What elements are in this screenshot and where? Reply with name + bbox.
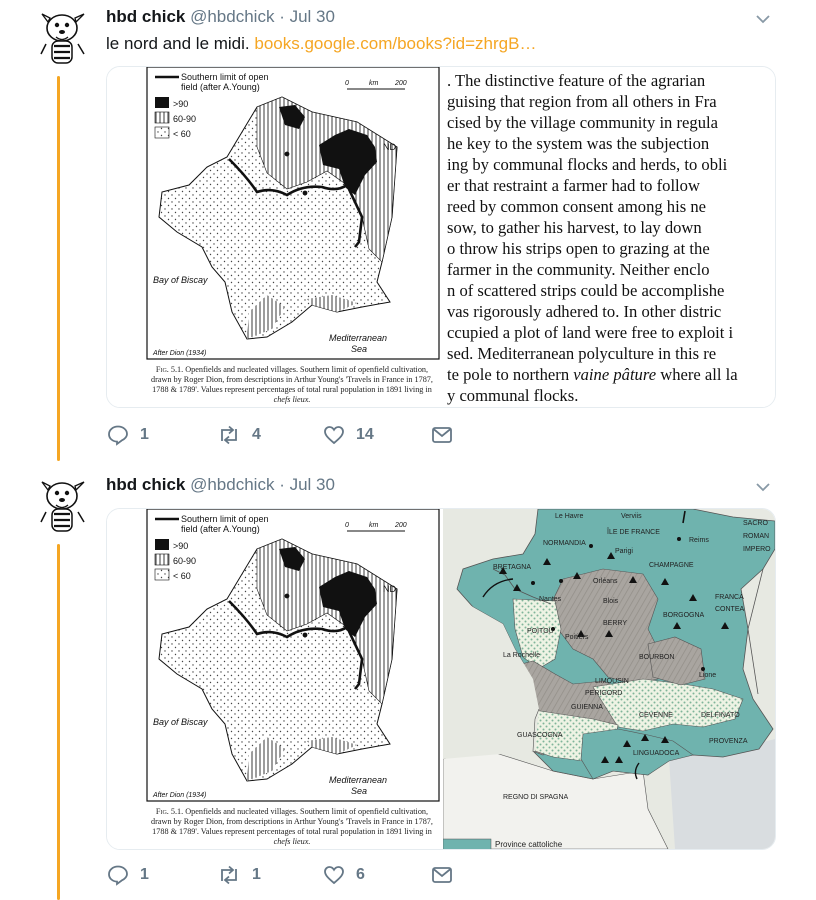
sea-label-2: Sea xyxy=(351,786,368,796)
tweet-header xyxy=(106,7,335,27)
book-line: vas rigorously adhered to. In other distric xyxy=(447,302,722,321)
like-button[interactable] xyxy=(322,863,365,887)
book-line: n of scattered strips could be accomplishe xyxy=(447,281,725,300)
map-label-ile-de-france: ÎLE DE FRANCE xyxy=(607,529,660,536)
envelope-icon xyxy=(430,423,454,447)
reply-count: 1 xyxy=(140,866,149,883)
legend-low: < 60 xyxy=(173,571,191,581)
map-label-verviis: Verviis xyxy=(621,513,642,520)
openfield-map xyxy=(107,509,443,849)
reply-button[interactable] xyxy=(106,423,149,447)
book-line: er that restraint a farmer had to follow xyxy=(447,176,700,195)
reply-icon xyxy=(106,863,130,887)
figure-caption-body: Openfields and nucleated villages. Southern limit of openfield cultivation, drawn by Roger Dion, from descriptions in Arthur Young's 'Travels in France in 1787, 1788 & 1789'. Values represent percentages of total rural population in 1891 living in xyxy=(151,807,433,836)
map-label-lione: Lione xyxy=(699,672,717,679)
map-label-linguadoca: LINGUADOCA xyxy=(633,750,680,757)
reply-button[interactable] xyxy=(106,863,149,887)
after-dion-label: After Dion (1934) xyxy=(153,350,207,357)
scale-km: km xyxy=(369,522,379,529)
tweet-actions xyxy=(106,423,466,447)
scale-0: 0 xyxy=(345,522,349,529)
legend-line-label: Southern limit of open xyxy=(181,514,269,524)
map-label-le-havre: Le Havre xyxy=(555,513,584,520)
author-handle[interactable]: @hbdchick xyxy=(190,7,275,26)
scale-200: 200 xyxy=(395,80,407,87)
tweet-link[interactable]: books.google.com/books?id=zhrgB… xyxy=(254,34,537,53)
map-label-guienna: GUIENNA xyxy=(571,704,603,711)
nd-label: ND xyxy=(383,584,396,594)
book-line: o throw his strips open to grazing at the xyxy=(447,239,710,258)
figure-number: Fig. 5.1. xyxy=(155,807,184,816)
figure-caption-italic: chefs lieux. xyxy=(273,395,311,404)
retweet-button[interactable] xyxy=(216,423,261,447)
map-label-orleans: Orléans xyxy=(593,578,618,585)
book-excerpt xyxy=(443,67,775,407)
book-page xyxy=(443,67,775,407)
separator-dot: · xyxy=(279,475,285,494)
map-label-regno-di-spagna: REGNO DI SPAGNA xyxy=(503,794,569,801)
book-line: he key to the system was the subjection xyxy=(447,134,710,153)
map-label-limousin: LIMOUSIN xyxy=(595,678,629,685)
author-name[interactable]: hbd chick xyxy=(106,7,186,26)
dm-button[interactable] xyxy=(430,863,454,887)
map-label-delfinato: DELFINATO xyxy=(701,712,740,719)
map-legend-label: Province cattoliche xyxy=(495,840,563,849)
map-label-imperi: IMPERO xyxy=(743,546,771,553)
thread-line xyxy=(57,76,60,461)
book-italic: vaine pâture xyxy=(573,365,657,384)
map-label-cevenne: CEVENNE xyxy=(639,712,673,719)
map-label-poitiers: Poitiers xyxy=(565,634,589,641)
after-dion-label: After Dion (1934) xyxy=(153,792,207,799)
legend-line-label-2: field (after A.Young) xyxy=(181,524,260,534)
map-label-la-rochelle: La Rochelle xyxy=(503,652,540,659)
legend-high: >90 xyxy=(173,99,189,109)
sea-label-1: Mediterranean xyxy=(329,775,388,785)
tweet-text-plain: le nord and le midi. xyxy=(106,34,255,53)
map-label-perigord: PERIGORD xyxy=(585,690,623,697)
religion-map xyxy=(443,509,775,849)
book-line: cised by the village community in regula xyxy=(447,113,718,132)
book-line xyxy=(447,365,738,385)
map-label-champagne: CHAMPAGNE xyxy=(649,562,694,569)
avatar[interactable] xyxy=(38,476,88,538)
legend-high: >90 xyxy=(173,541,189,551)
heart-icon xyxy=(322,863,346,887)
thread-line xyxy=(57,544,60,900)
book-line: farmer in the community. Neither enclo xyxy=(447,260,710,279)
separator-dot: · xyxy=(279,7,285,26)
avatar[interactable] xyxy=(38,8,88,70)
legend-low: < 60 xyxy=(173,129,191,139)
tweet-2 xyxy=(0,468,816,900)
retweet-count: 1 xyxy=(252,866,261,883)
retweet-button[interactable] xyxy=(216,863,261,887)
map-label-franca: FRANCA xyxy=(715,594,744,601)
map-label-contea: CONTEA xyxy=(715,606,745,613)
map-label-provenza: PROVENZA xyxy=(709,738,748,745)
retweet-icon xyxy=(216,423,242,447)
reply-count: 1 xyxy=(140,426,149,443)
book-line: y communal flocks. xyxy=(447,386,579,405)
figure-caption-italic: chefs lieux. xyxy=(273,837,311,846)
map-label-borgogna: BORGOGNA xyxy=(663,612,705,619)
map-label-normandia: NORMANDIA xyxy=(543,540,586,547)
map-label-bourbon: BOURBON xyxy=(639,654,675,661)
figure-number: Fig. 5.1. xyxy=(155,365,184,374)
legend-line-label: Southern limit of open xyxy=(181,72,269,82)
legend-mid: 60-90 xyxy=(173,114,197,124)
dm-button[interactable] xyxy=(430,423,454,447)
scale-0: 0 xyxy=(345,80,349,87)
map-figure xyxy=(107,67,443,407)
tweet-header xyxy=(106,475,335,495)
timestamp[interactable]: Jul 30 xyxy=(289,475,335,494)
book-line: sed. Mediterranean polyculture in this re xyxy=(447,344,717,363)
envelope-icon xyxy=(430,863,454,887)
map-label-berry: BERRY xyxy=(603,620,627,627)
map-label-reims: Reims xyxy=(689,537,709,544)
map-label-blois: Blois xyxy=(603,598,619,605)
book-line: ccupied a plot of land were free to exploit i xyxy=(447,323,734,342)
reply-icon xyxy=(106,423,130,447)
legend-line-label-2: field (after A.Young) xyxy=(181,82,260,92)
map-label-sacro: SACRO xyxy=(743,520,768,527)
author-handle[interactable]: @hbdchick xyxy=(190,475,275,494)
like-button[interactable] xyxy=(322,423,374,447)
scale-200: 200 xyxy=(395,522,407,529)
book-line-start: te pole to northern xyxy=(447,365,574,384)
retweet-icon xyxy=(216,863,242,887)
book-line: reed by common consent among his ne xyxy=(447,197,706,216)
openfield-map xyxy=(107,67,443,407)
figure-caption xyxy=(147,365,437,405)
scale-km: km xyxy=(369,80,379,87)
book-line: guising that region from all others in Fra xyxy=(447,92,717,111)
tweet-media[interactable] xyxy=(106,508,776,850)
map-figure xyxy=(107,509,443,849)
figure-caption-body: Openfields and nucleated villages. Southern limit of openfield cultivation, drawn by Roger Dion, from descriptions in Arthur Young's 'Travels in France in 1787, 1788 & 1789'. Values represent percentages of total rural population in 1891 living in xyxy=(151,365,433,394)
religion-map-graphic xyxy=(443,509,775,849)
map-label-roman: ROMAN xyxy=(743,533,770,540)
chevron-down-icon[interactable] xyxy=(756,480,770,494)
bay-label: Bay of Biscay xyxy=(153,717,208,727)
tweet-media[interactable] xyxy=(106,66,776,408)
map-label-nantes: Nantes xyxy=(539,596,562,603)
chevron-down-icon[interactable] xyxy=(756,12,770,26)
heart-icon xyxy=(322,423,346,447)
bay-label: Bay of Biscay xyxy=(153,275,208,285)
retweet-count: 4 xyxy=(252,426,261,443)
map-label-poitou: POITOU xyxy=(527,628,554,635)
book-line: sow, to gather his harvest, to lay down xyxy=(447,218,702,237)
nd-label: ND xyxy=(383,142,396,152)
timestamp[interactable]: Jul 30 xyxy=(289,7,335,26)
tweet-text xyxy=(106,34,536,54)
map-label-bretagna: BRETAGNA xyxy=(493,564,531,571)
figure-caption xyxy=(147,807,437,847)
like-count: 6 xyxy=(356,866,365,883)
sea-label-1: Mediterranean xyxy=(329,333,388,343)
book-line: . The distinctive feature of the agrarian xyxy=(447,71,706,90)
author-name[interactable]: hbd chick xyxy=(106,475,186,494)
book-line-end: where all la xyxy=(656,365,738,384)
map-label-guascogna: GUASCOGNA xyxy=(517,732,563,739)
book-line: ing by communal flocks and herds, to obli xyxy=(447,155,728,174)
legend-mid: 60-90 xyxy=(173,556,197,566)
like-count: 14 xyxy=(356,426,374,443)
map-label-parigi: Parigi xyxy=(615,548,633,555)
tweet-actions xyxy=(106,863,466,887)
sea-label-2: Sea xyxy=(351,344,368,354)
